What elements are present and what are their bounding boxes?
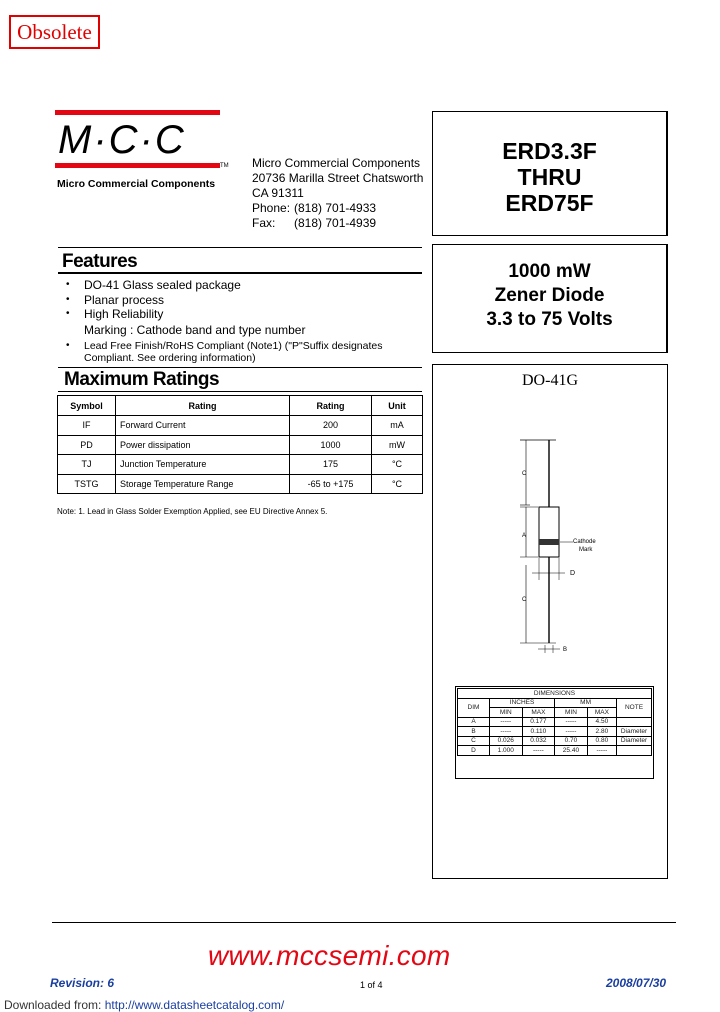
downloaded-from (4, 998, 284, 1012)
inches-header: INCHES (490, 698, 555, 708)
title-line-2: THRU (517, 164, 582, 190)
cathode-label: Cathode (573, 539, 596, 545)
phone-label: Phone: (252, 201, 291, 215)
cell-symbol: IF (58, 416, 116, 436)
feature-item: Marking : Cathode band and type number (84, 322, 306, 337)
feature-item: Compliant. See ordering information) (84, 352, 256, 364)
table-row (458, 717, 652, 727)
inches-min: MIN (490, 708, 523, 718)
title-line-3: ERD75F (505, 190, 594, 216)
note-text: Note: 1. Lead in Glass Solder Exemption Applied, see EU Directive Annex 5. (57, 507, 328, 516)
cell-rating: Junction Temperature (116, 455, 290, 475)
part-title-box (432, 111, 668, 236)
table-row (58, 435, 423, 455)
downloaded-label: Downloaded from: (4, 998, 102, 1012)
do41g-package-drawing (432, 395, 668, 665)
feature-item: • DO-41 Glass sealed package (66, 278, 382, 293)
table-row (58, 474, 423, 494)
revision: Revision: 6 (50, 976, 115, 990)
dim-cell: 1.000 (490, 746, 523, 756)
cell-symbol: TJ (58, 455, 116, 475)
logo-text: M·C·C (58, 118, 186, 162)
dim-cell: C (458, 736, 490, 746)
cell-rating: Forward Current (116, 416, 290, 436)
table-header-row (58, 396, 423, 416)
company-street: 20736 Marilla Street Chatsworth (252, 171, 424, 185)
inches-max: MAX (522, 708, 555, 718)
dim-cell: B (458, 727, 490, 737)
cell-rating: Storage Temperature Range (116, 474, 290, 494)
dim-cell: A (458, 717, 490, 727)
logo-top-bar (55, 110, 220, 115)
mcc-logo (58, 118, 218, 162)
desc-line-3: 3.3 to 75 Volts (486, 309, 613, 330)
logo-subtitle: Micro Commercial Components (57, 178, 216, 190)
table-row (458, 746, 652, 756)
desc-line-1: 1000 mW (508, 261, 591, 282)
dim-cell: Diameter (617, 727, 652, 737)
cell-value: 175 (290, 455, 372, 475)
logo-bottom-bar (55, 163, 220, 168)
fax-label: Fax: (252, 216, 276, 230)
dim-cell: ----- (587, 746, 616, 756)
company-fax (252, 216, 423, 231)
company-phone (252, 201, 423, 216)
cell-symbol: TSTG (58, 474, 116, 494)
col-unit: Unit (372, 396, 423, 416)
trademark: TM (220, 163, 229, 169)
dim-cell: Diameter (617, 736, 652, 746)
desc-line-2: Zener Diode (494, 285, 605, 306)
col-symbol: Symbol (58, 396, 116, 416)
description-box (432, 244, 668, 353)
dim-label-c-top: C (522, 471, 527, 477)
mm-max: MAX (587, 708, 616, 718)
dim-cell (617, 717, 652, 727)
mm-header: MM (555, 698, 617, 708)
dim-cell: ----- (555, 717, 588, 727)
dim-cell: ----- (490, 717, 523, 727)
package-title: DO-41G (522, 372, 578, 389)
company-city: CA 91311 (252, 186, 304, 200)
cell-value: 1000 (290, 435, 372, 455)
dim-label-d: D (570, 570, 576, 577)
cell-value: -65 to +175 (290, 474, 372, 494)
title-line-1: ERD3.3F (502, 138, 597, 164)
ratings-table (57, 395, 423, 494)
table-row (458, 727, 652, 737)
col-rating: Rating (116, 396, 290, 416)
dim-cell: 0.70 (555, 736, 588, 746)
dim-cell: 0.032 (522, 736, 555, 746)
dim-cell: 2.80 (587, 727, 616, 737)
dim-cell: 25.40 (555, 746, 588, 756)
revision-date: 2008/07/30 (606, 976, 667, 990)
feature-item: • Lead Free Finish/RoHS Compliant (Note1) ("P"Suffix designates (66, 340, 382, 352)
features-heading: Features (62, 251, 138, 272)
dimensions-table (457, 688, 652, 756)
feature-item: • High Reliability (66, 307, 382, 322)
dim-cell: 0.026 (490, 736, 523, 746)
company-address (252, 156, 423, 231)
feature-item: • Planar process (66, 293, 382, 308)
ratings-heading: Maximum Ratings (64, 369, 220, 390)
dim-label-c-bottom: C (522, 597, 527, 603)
phone-number: (818) 701-4933 (294, 201, 377, 215)
dim-label-a: A (522, 533, 527, 539)
mark-label: Mark (579, 547, 593, 553)
dim-cell: 0.80 (587, 736, 616, 746)
obsolete-stamp: Obsolete (9, 15, 100, 49)
col-value: Rating (290, 396, 372, 416)
cell-unit: °C (372, 455, 423, 475)
company-name: Micro Commercial Components (252, 156, 421, 170)
page-number: 1 of 4 (360, 980, 383, 990)
table-row (58, 455, 423, 475)
downloaded-url[interactable]: http://www.datasheetcatalog.com/ (104, 998, 285, 1012)
cell-unit: mA (372, 416, 423, 436)
footer-divider (52, 922, 676, 923)
fax-number: (818) 701-4939 (294, 216, 377, 230)
dim-cell (617, 746, 652, 756)
cell-unit: °C (372, 474, 423, 494)
cell-unit: mW (372, 435, 423, 455)
table-row (458, 736, 652, 746)
cell-symbol: PD (58, 435, 116, 455)
cell-value: 200 (290, 416, 372, 436)
dim-cell: ----- (522, 746, 555, 756)
website-link[interactable]: www.mccsemi.com (208, 940, 451, 971)
dim-cell: D (458, 746, 490, 756)
mm-min: MIN (555, 708, 588, 718)
dimensions-title: DIMENSIONS (458, 689, 652, 699)
note-header: NOTE (617, 698, 652, 717)
dim-cell: 0.177 (522, 717, 555, 727)
dim-cell: ----- (555, 727, 588, 737)
cell-rating: Power dissipation (116, 435, 290, 455)
dim-header: DIM (458, 698, 490, 717)
features-divider (58, 247, 422, 248)
table-row (58, 416, 423, 436)
dim-cell: ----- (490, 727, 523, 737)
dim-label-b: B (563, 647, 568, 653)
features-list (66, 278, 382, 364)
dim-cell: 0.110 (522, 727, 555, 737)
dim-cell: 4.50 (587, 717, 616, 727)
